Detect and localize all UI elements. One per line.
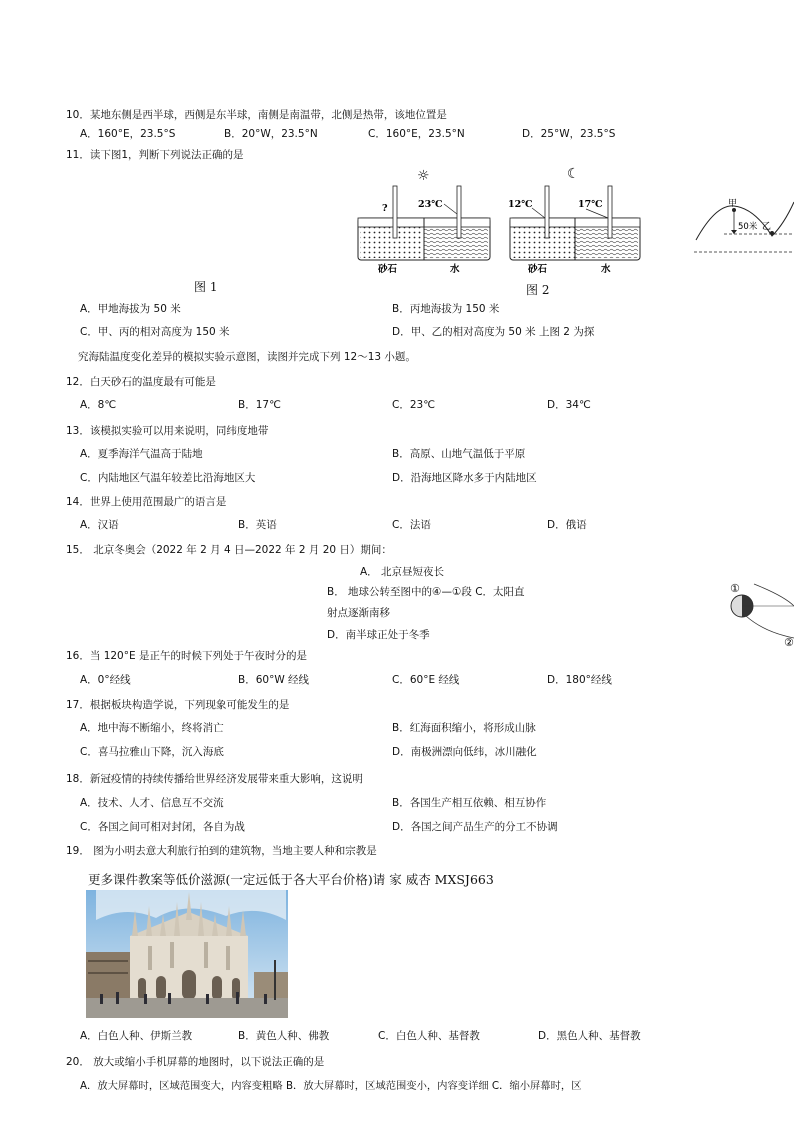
q20-stem: 20． 放大或缩小手机屏幕的地图时，以下说法正确的是 [66,1056,325,1068]
q13-option-b[interactable]: B．高原、山地气温低于平原 [392,448,526,460]
q16-option-c[interactable]: C．60°E 经线 [392,674,460,686]
tank-day [358,186,490,275]
q10-stem: 10．某地东侧是西半球，西侧是东半球，南侧是南温带，北侧是热带，该地位置是 [66,109,447,121]
q19-option-c[interactable]: C．白色人种、基督教 [378,1030,480,1042]
q13-option-a[interactable]: A．夏季海洋气温高于陆地 [80,448,203,460]
q17-option-c[interactable]: C．喜马拉雅山下降，沉入海底 [80,746,224,758]
q10-option-a[interactable]: A．160°E，23.5°S [80,128,176,140]
q12-option-a[interactable]: A．8℃ [80,399,117,411]
q10-option-b[interactable]: B．20°W，23.5°N [224,128,318,140]
sun-icon: ☼ [417,168,430,184]
q17-stem: 17．根据板块构造学说，下列现象可能发生的是 [66,699,290,711]
label-12c: 12℃ [508,199,533,210]
q18-stem: 18．新冠疫情的持续传播给世界经济发展带来重大影响，这说明 [66,773,363,785]
label-jia: 甲 [728,199,738,209]
moon-icon: ☾ [567,166,580,182]
thermometer-sand-night [545,186,549,238]
q17-option-a[interactable]: A．地中海不断缩小，终将消亡 [80,722,224,734]
q13-stem: 13．该模拟实验可以用来说明，同纬度地带 [66,425,269,437]
q15-option-b[interactable]: B． 地球公转至图中的④—①段 C．太阳直 [327,586,525,598]
q14-option-d[interactable]: D．俄语 [547,519,587,531]
label-water-day: 水 [450,264,460,275]
q19-option-b[interactable]: B．黄色人种、佛教 [238,1030,330,1042]
q14-stem: 14．世界上使用范围最广的语言是 [66,496,227,508]
tank-night [508,186,640,275]
label-23c: 23℃ [418,199,443,210]
label-yi: 乙 [762,222,772,232]
contour-figure [694,196,794,260]
q15-stem: 15． 北京冬奥会（2022 年 2 月 4 日—2022 年 2 月 20 日）期间： [66,544,392,556]
q19-option-a[interactable]: A．白色人种、伊斯兰教 [80,1030,193,1042]
orbit-label-1: ① [730,582,740,595]
q13-option-d[interactable]: D．沿海地区降水多于内陆地区 [392,472,537,484]
q18-option-d[interactable]: D．各国之间产品生产的分工不协调 [392,821,558,833]
q11-option-a[interactable]: A．甲地海拔为 50 米 [80,303,181,315]
q15-option-d[interactable]: D．南半球正处于冬季 [327,629,430,641]
fig2-caption: 图 2 [526,283,550,297]
label-sand-night: 砂石 [528,264,548,275]
q10-option-d[interactable]: D．25°W，23.5°S [522,128,616,140]
q19-stem: 19． 图为小明去意大利旅行拍到的建筑物，当地主要人种和宗教是 [66,845,377,857]
q12-stem: 12．白天砂石的温度最有可能是 [66,376,216,388]
q13-option-c[interactable]: C．内陆地区气温年较差比沿海地区大 [80,472,256,484]
q10-option-c[interactable]: C．160°E，23.5°N [368,128,465,140]
q17-option-b[interactable]: B．红海面积缩小，将形成山脉 [392,722,536,734]
thermometer-water-night [608,186,612,238]
q12-option-b[interactable]: B．17℃ [238,399,281,411]
q19-option-d[interactable]: D．黑色人种、基督教 [538,1030,641,1042]
q11-option-d[interactable]: D．甲、乙的相对高度为 50 米 上图 2 为探 [392,326,595,338]
q16-stem: 16．当 120°E 是正午的时候下列处于午夜时分的是 [66,650,307,662]
label-water-night: 水 [601,264,611,275]
q16-option-d[interactable]: D．180°经线 [547,674,612,686]
q14-option-a[interactable]: A．汉语 [80,519,119,531]
milan-cathedral-photo [86,890,288,1018]
label-50m: 50米 [738,222,758,232]
thermometer-water-day [457,186,461,238]
q18-option-b[interactable]: B．各国生产相互依赖、相互协作 [392,797,547,809]
fig1-caption: 图 1 [194,280,218,294]
q15-option-a[interactable]: A． 北京昼短夜长 [360,566,445,578]
q18-option-a[interactable]: A．技术、人才、信息互不交流 [80,797,224,809]
q16-option-a[interactable]: A．0°经线 [80,674,131,686]
ad-line: 更多课件教案等低价滋源(一定远低于各大平台价格)请 家 威杏 MXSJ663 [88,872,494,887]
label-unknown-temp: ? [382,203,388,214]
q18-option-c[interactable]: C．各国之间可相对封闭，各自为战 [80,821,245,833]
intro-12-13: 究海陆温度变化差异的模拟实验示意图，读图并完成下列 12～13 小题。 [78,351,416,363]
q20-options-line[interactable]: A．放大屏幕时，区域范围变大，内容变粗略 B．放大屏幕时，区域范围变小，内容变详细 C．缩小屏幕时，区 [80,1080,582,1092]
q11-option-b[interactable]: B．丙地海拔为 150 米 [392,303,500,315]
thermometer-sand-day [393,186,397,238]
orbit-label-2: ② [784,636,794,649]
q17-option-d[interactable]: D．南极洲漂向低纬，冰川融化 [392,746,537,758]
q14-option-c[interactable]: C．法语 [392,519,431,531]
q14-option-b[interactable]: B．英语 [238,519,277,531]
q16-option-b[interactable]: B．60°W 经线 [238,674,310,686]
q12-option-d[interactable]: D．34℃ [547,399,591,411]
label-sand-day: 砂石 [378,264,398,275]
q11-stem: 11．读下图1，判断下列说法正确的是 [66,149,244,161]
label-17c: 17℃ [578,199,603,210]
earth-orbit-figure [724,576,794,648]
q12-option-c[interactable]: C．23℃ [392,399,435,411]
q11-option-c[interactable]: C．甲、丙的相对高度为 150 米 [80,326,230,338]
q15-option-c-cont[interactable]: 射点逐渐南移 [327,607,390,619]
land-sea-experiment-figure [352,160,611,278]
